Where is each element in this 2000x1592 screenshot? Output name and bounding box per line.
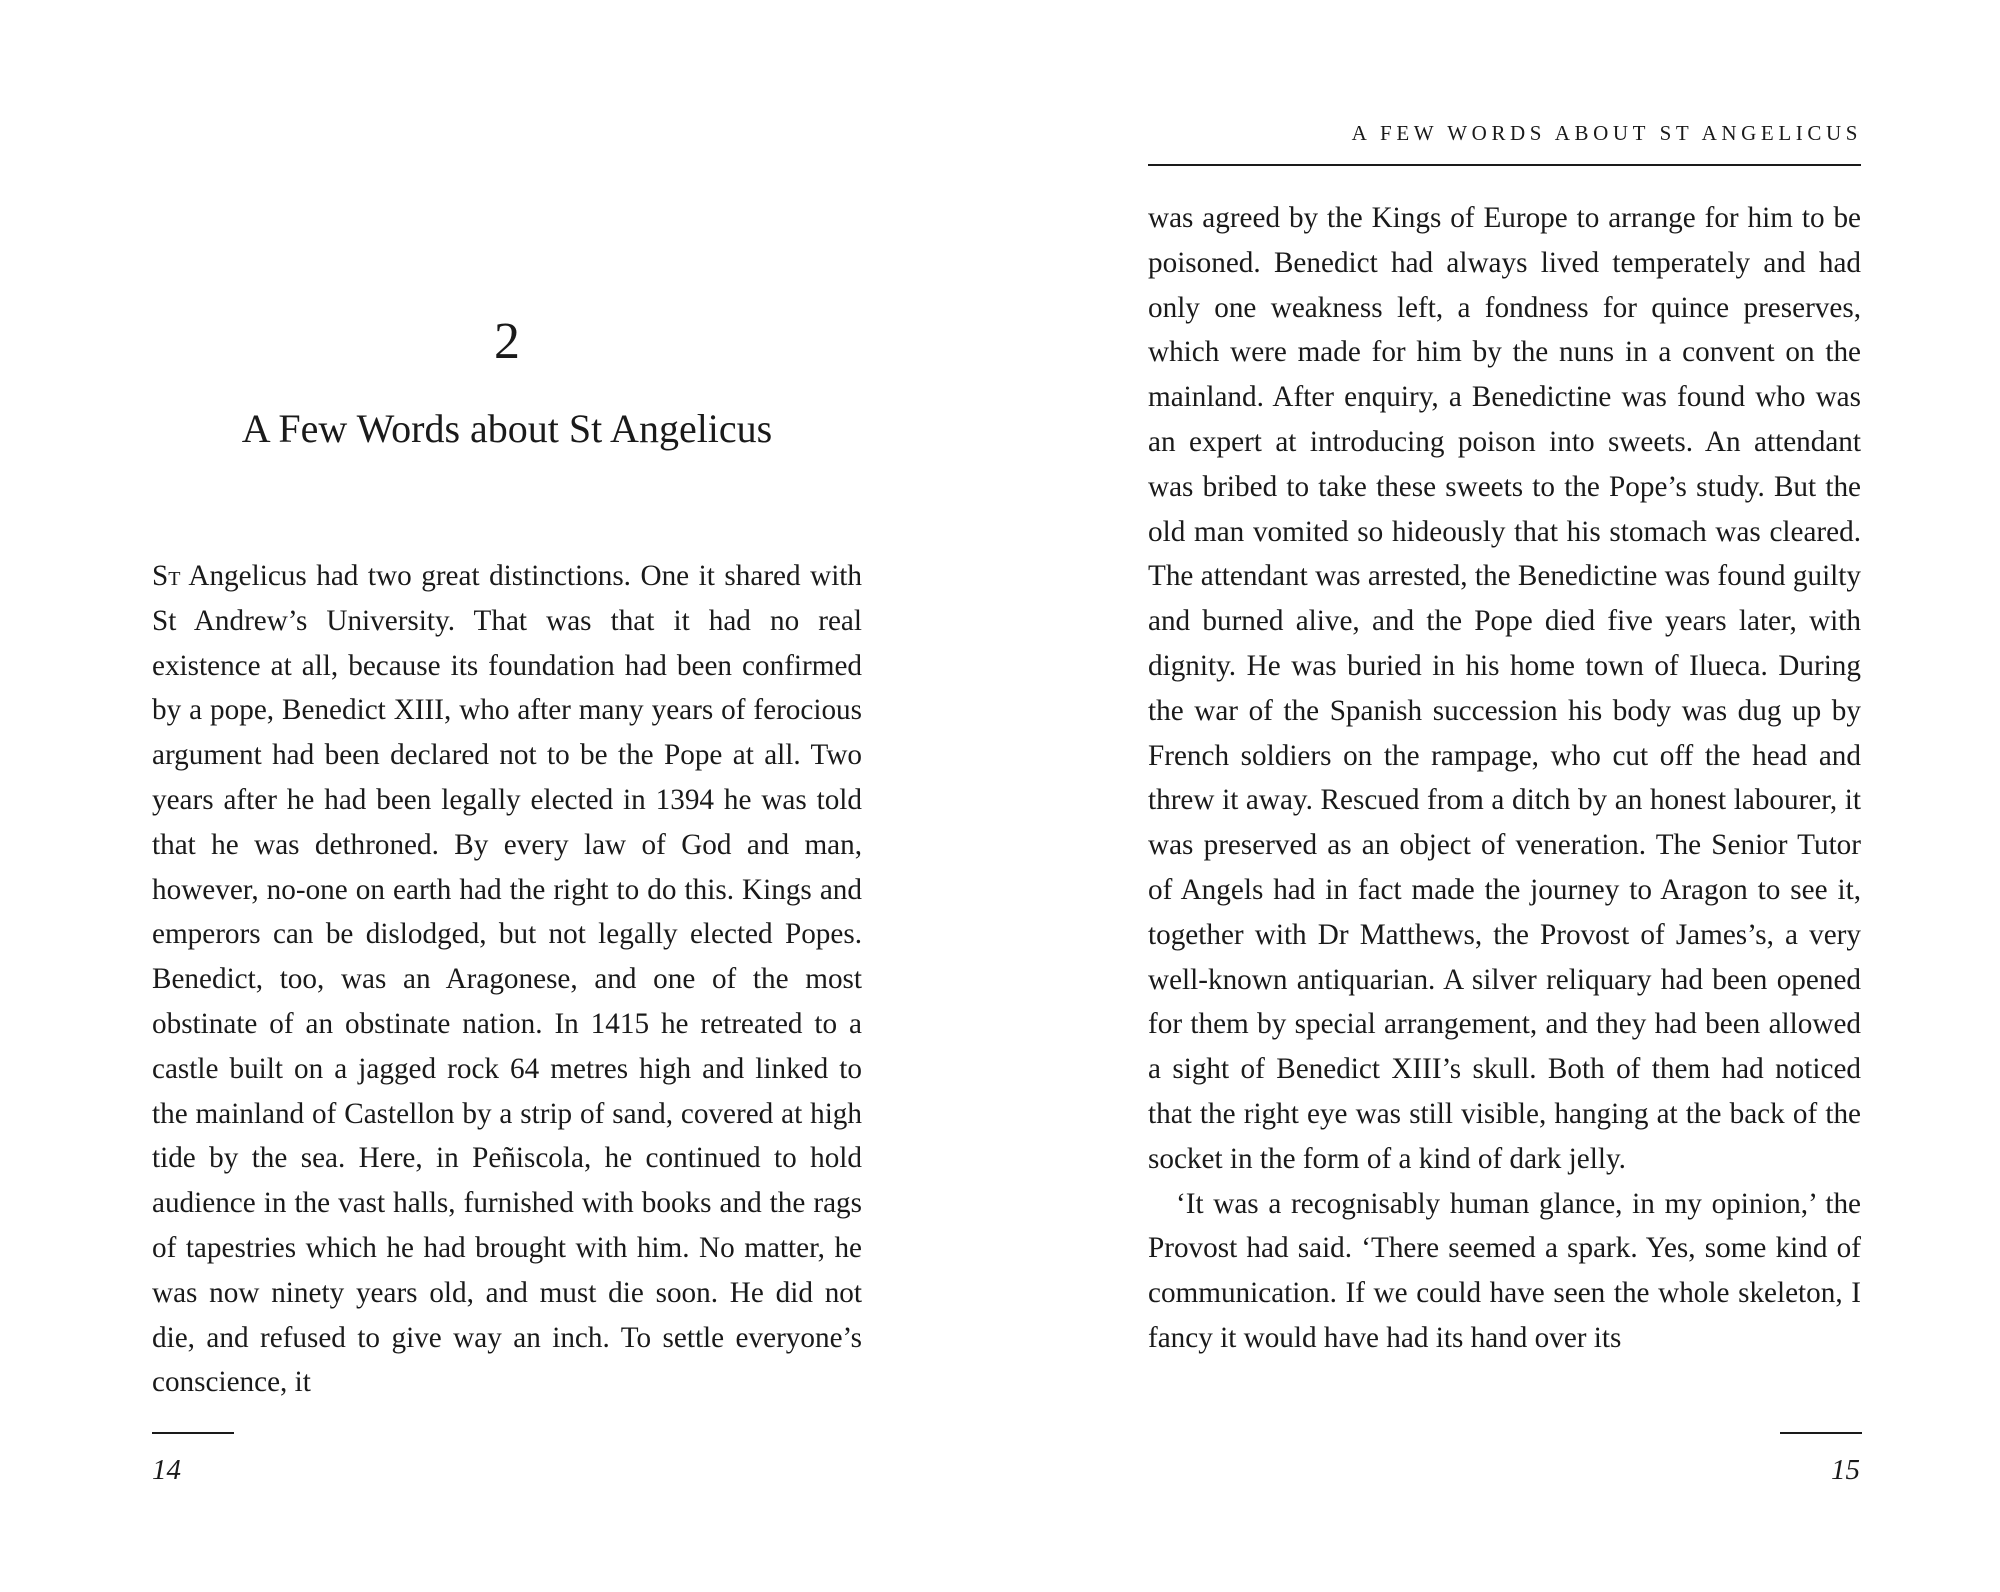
lead-word: St xyxy=(152,560,181,592)
left-folio-rule xyxy=(152,1432,234,1434)
right-paragraph-1: was agreed by the Kings of Europe to arrange for him to be poisoned. Benedict had always lived temperately and had only one weakness left, a fondness for quince preserves, which were made for him by the nuns in a convent on the mainland. After enquiry, a Benedictine was found who was an expert at introducing poison into sweets. An attendant was bribed to take these sweets to the Pope’s study. But the old man vomited so hideously that his stomach was cleared. The attendant was arrested, the Benedictine was found guilty and burned alive, and the Pope died five years later, with dignity. He was buried in his home town of Ilueca. During the war of the Spanish succession his body was dug up by French soldiers on the rampage, who cut off the head and threw it away. Rescued from a ditch by an honest labourer, it was preserved as an object of veneration. The Senior Tutor of Angels had in fact made the journey to Aragon to see it, together with Dr Matthews, the Provost of James’s, a very well-known antiquarian. A silver reliquary had been opened for them by special arrangement, and they had been allowed a sight of Benedict XIII’s skull. Both of them had noticed that the right eye was still visible, hanging at the back of the socket in the form of a kind of dark jelly. xyxy=(1148,202,1861,1175)
right-page xyxy=(1000,0,2000,1592)
left-page-number: 14 xyxy=(152,1454,181,1486)
left-body-text xyxy=(152,554,862,1405)
left-paragraph-1-text: Angelicus had two great distinctions. One it shared with St Andrew’s University. That was that it had no real existence at all, because its foundation had been confirmed by a pope, Benedict XIII, who after many years of ferocious argument had been declared not to be the Pope at all. Two years after he had been legally elected in 1394 he was told that he was dethroned. By every law of God and man, however, no-one on earth had the right to do this. Kings and emperors can be dislodged, but not legally elected Popes. Benedict, too, was an Aragonese, and one of the most obstinate of an obstinate nation. In 1415 he retreated to a castle built on a jagged rock 64 metres high and linked to the mainland of Castellon by a strip of sand, covered at high tide by the sea. Here, in Peñiscola, he continued to hold audience in the vast halls, furnished with books and the rags of tapestries which he had brought with him. No matter, he was now ninety years old, and must die soon. He did not die, and refused to give way an inch. To settle everyone’s conscience, it xyxy=(152,560,863,1399)
chapter-number: 2 xyxy=(494,313,520,370)
chapter-title: A Few Words about St Angelicus xyxy=(241,406,773,451)
left-paragraph-1 xyxy=(152,554,862,1405)
running-head: A FEW WORDS ABOUT ST ANGELICUS xyxy=(1351,121,1862,145)
right-page-number: 15 xyxy=(1831,1454,1860,1486)
right-paragraph-2: ‘It was a recognisably human glance, in my opinion,’ the Provost had said. ‘There seemed a spark. Yes, some kind of communication. If we could have seen the whole skeleton, I fancy it would have had its hand over its xyxy=(1148,1187,1861,1354)
running-head-rule xyxy=(1148,164,1861,166)
right-folio-rule xyxy=(1780,1432,1862,1434)
right-body-text xyxy=(1148,196,1861,1361)
